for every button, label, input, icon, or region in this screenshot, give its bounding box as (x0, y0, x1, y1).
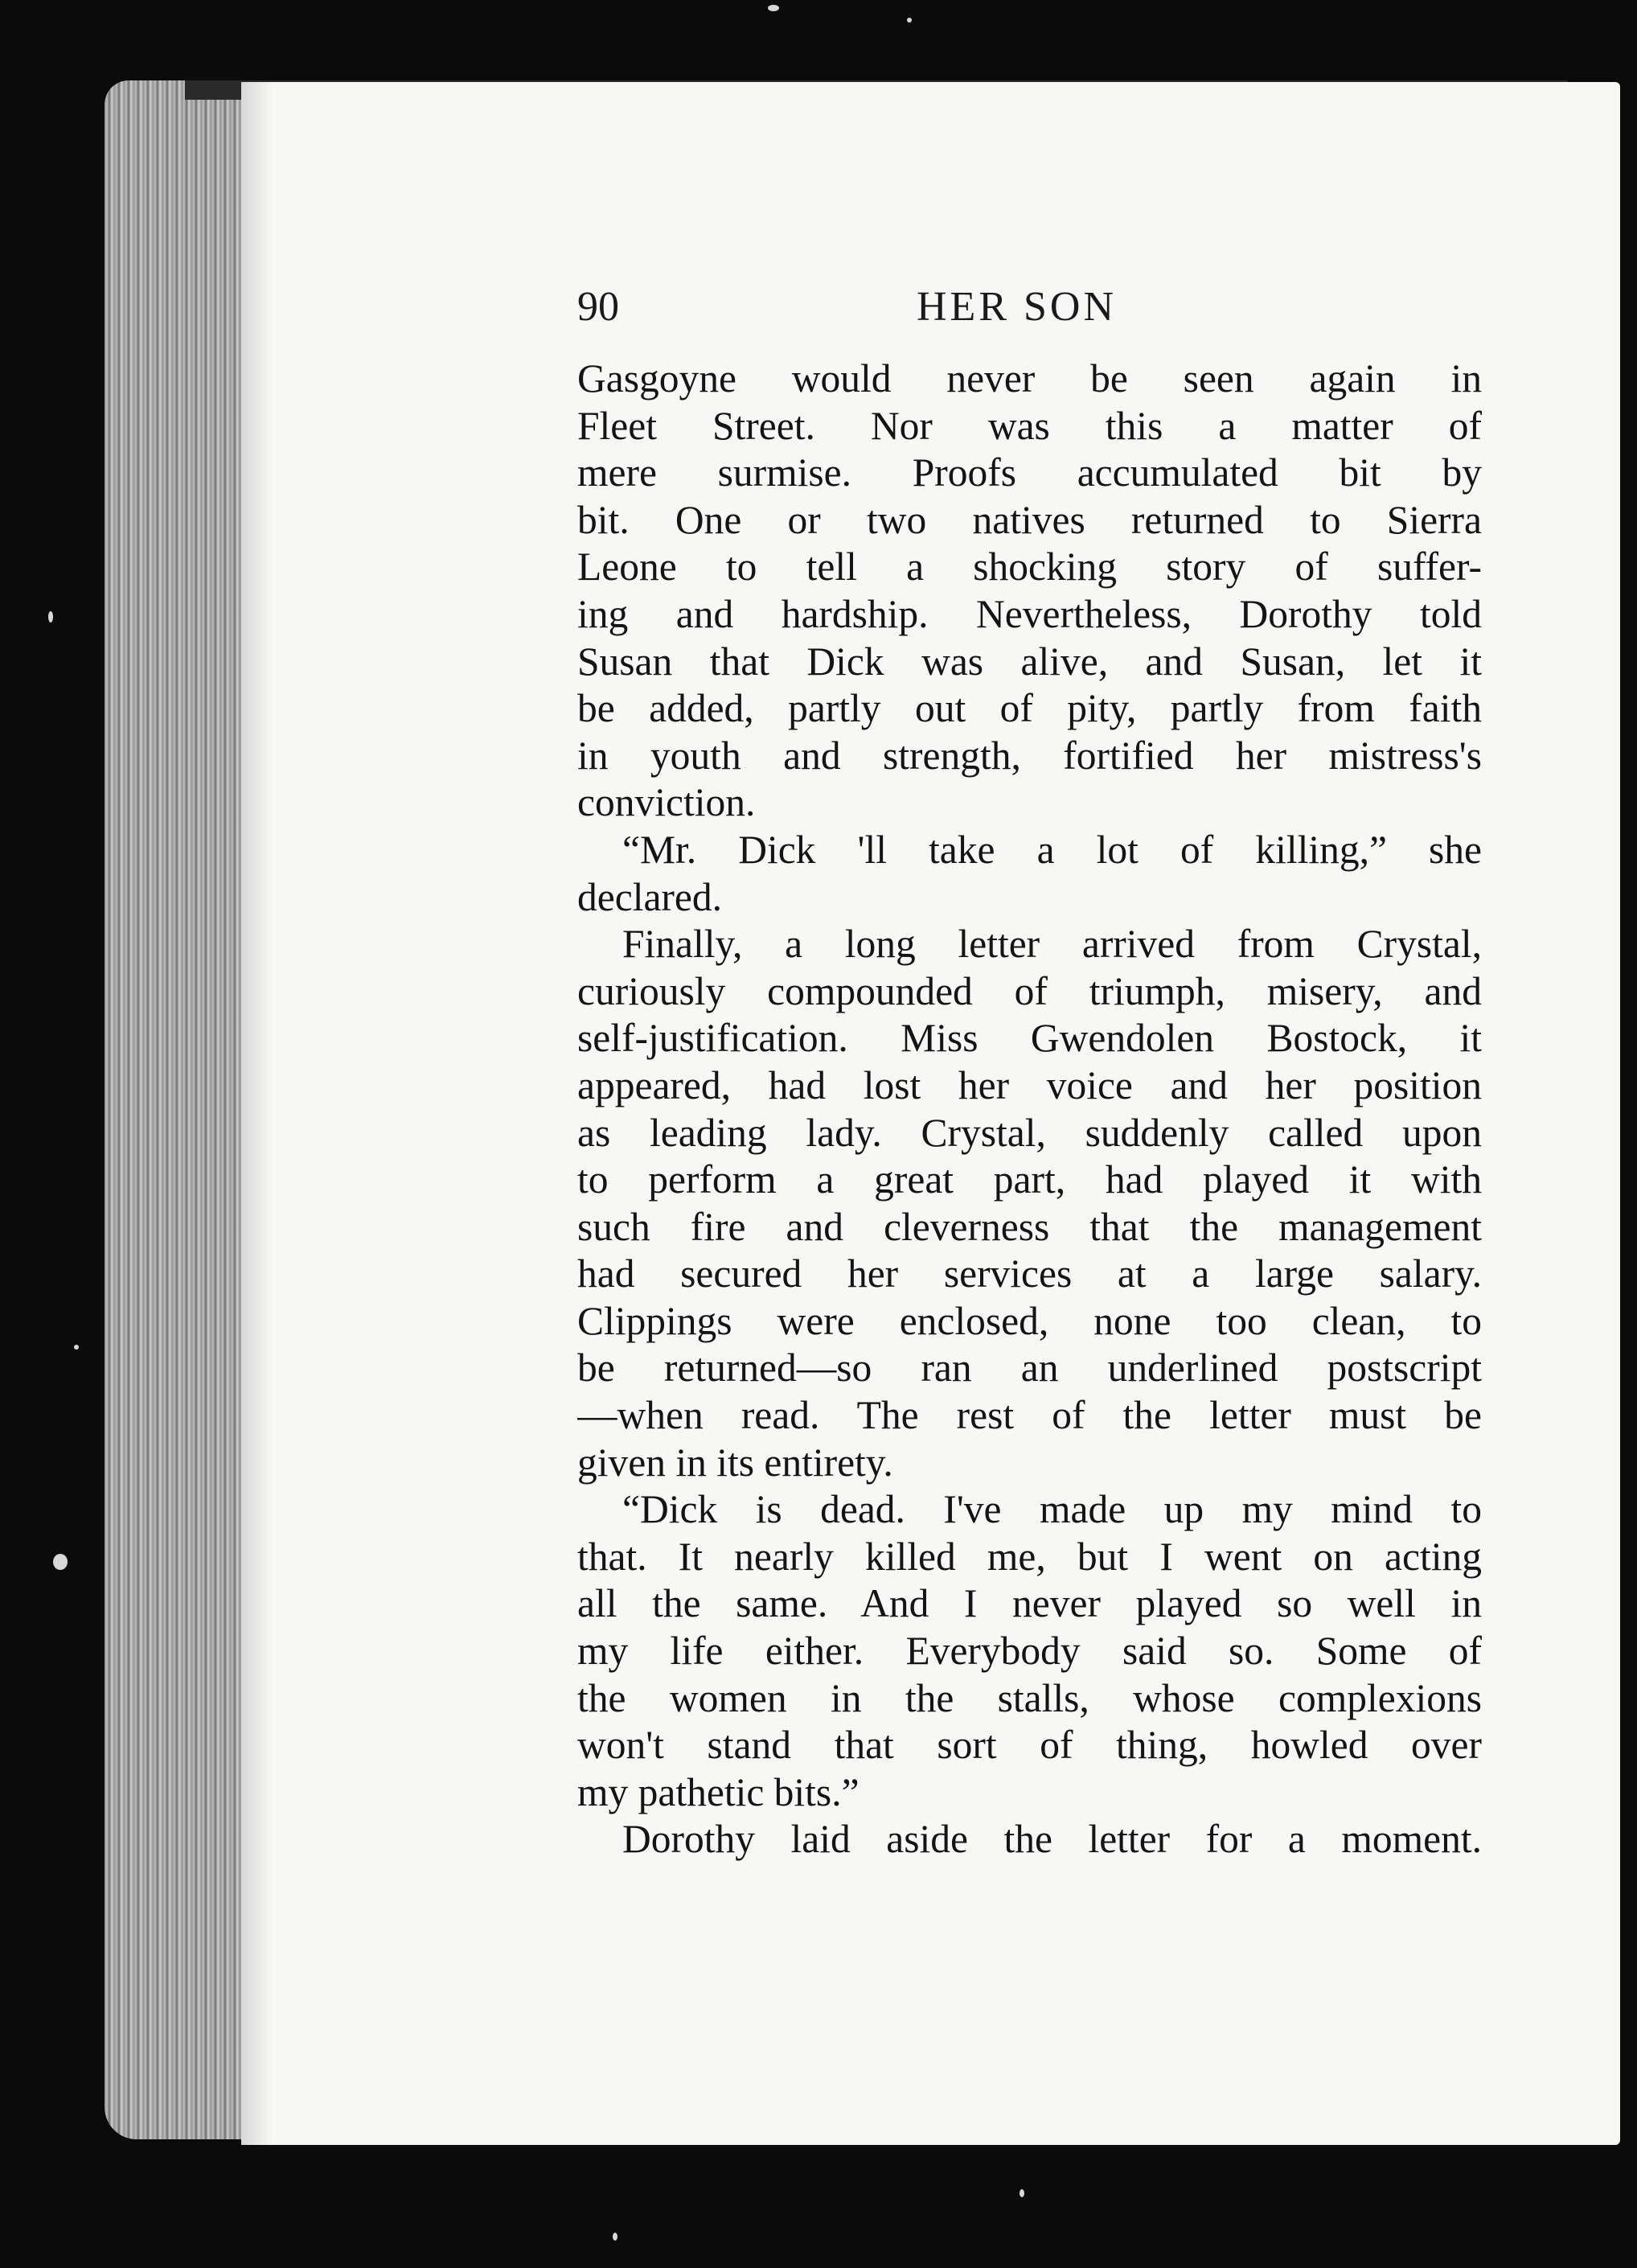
text-line: Finally, a long letter arrived from Crystal, (622, 922, 1482, 967)
text-line: the women in the stalls, whose complexions (577, 1675, 1482, 1720)
text-line: my pathetic bits.” (577, 1769, 860, 1814)
text-line: curiously compounded of triumph, misery, and (577, 968, 1482, 1013)
text-line: Fleet Street. Nor was this a matter of (577, 403, 1482, 448)
scan-speck (907, 18, 912, 23)
text-line: all the same. And I never played so well in (577, 1581, 1482, 1626)
scan-speck (613, 2233, 617, 2241)
running-head (577, 283, 1486, 339)
text-line: to perform a great part, had played it with (577, 1157, 1482, 1202)
text-line: as leading lady. Crystal, suddenly called upon (577, 1110, 1482, 1155)
scan-speck (1020, 2189, 1024, 2197)
text-line: ing and hardship. Nevertheless, Dorothy told (577, 591, 1482, 636)
text-line: “Dick is dead. I've made up my mind to (622, 1487, 1482, 1532)
text-line: Leone to tell a shocking story of suffer- (577, 544, 1482, 590)
text-line: Gasgoyne would never be seen again in (577, 356, 1482, 401)
text-line: declared. (577, 874, 722, 919)
text-line: be added, partly out of pity, partly from faith (577, 686, 1482, 731)
book-title: HER SON (917, 284, 1118, 330)
text-line: won't stand that sort of thing, howled over (577, 1723, 1482, 1768)
text-line: “Mr. Dick 'll take a lot of killing,” she (622, 827, 1482, 872)
text-line: Dorothy laid aside the letter for a moment. (622, 1817, 1482, 1862)
text-line: given in its entirety. (577, 1440, 893, 1485)
text-line: had secured her services at a large salary. (577, 1251, 1482, 1296)
text-line: bit. One or two natives returned to Sierra (577, 497, 1482, 542)
scan-speck (48, 611, 53, 622)
scan-speck (53, 1554, 68, 1570)
text-line: conviction. (577, 780, 756, 825)
body-text (577, 355, 1482, 1863)
text-line: Susan that Dick was alive, and Susan, let it (577, 639, 1482, 684)
text-line: Clippings were enclosed, none too clean, to (577, 1298, 1482, 1343)
scan-speck (74, 1345, 79, 1350)
text-line: that. It nearly killed me, but I went on acting (577, 1534, 1482, 1579)
text-line: be returned—so ran an underlined postscript (577, 1346, 1482, 1391)
text-line: such fire and cleverness that the management (577, 1204, 1482, 1249)
text-line: mere surmise. Proofs accumulated bit by (577, 450, 1482, 495)
scan-speck (768, 5, 779, 11)
text-line: self-justification. Miss Gwendolen Bostock, it (577, 1016, 1482, 1061)
page-number: 90 (577, 284, 619, 330)
gutter-shadow (241, 82, 273, 2145)
text-line: —when read. The rest of the letter must be (577, 1393, 1482, 1438)
text-line: appeared, had lost her voice and her position (577, 1062, 1482, 1107)
text-line: my life either. Everybody said so. Some of (577, 1629, 1482, 1674)
text-line: in youth and strength, fortified her mistress's (577, 733, 1482, 778)
